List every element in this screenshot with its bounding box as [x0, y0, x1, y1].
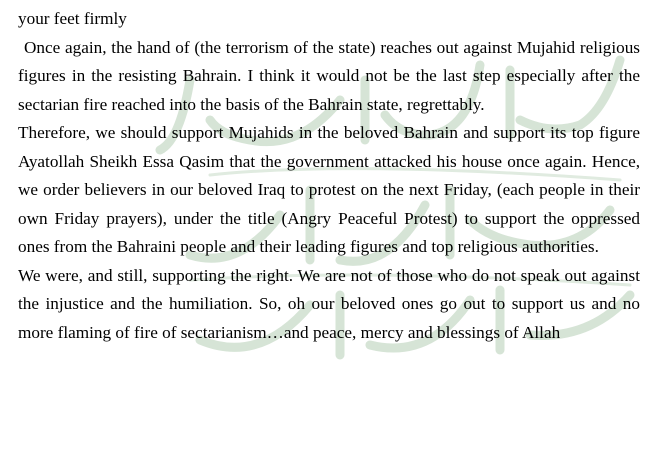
paragraph-3: Therefore, we should support Mujahids in the beloved Bahrain and support its top figure Ayatollah Sheikh Essa Qasim that the government attacked his house once again. Hence, we order believers in our beloved Iraq to protest on the next Friday, (each people in their own Friday prayers), under the title (Angry Peaceful Protest) to support the oppressed ones from the Bahraini people and their leading figures and top religious authorities. — [18, 123, 640, 256]
paragraph-2: Once again, the hand of (the terrorism of the state) reaches out against Mujahid religious figures in the resisting Bahrain. I think it would not be the last step especially after the sectarian fire reached into the basis of the Bahrain state, regrettably. — [18, 37, 640, 114]
paragraph-4: We were, and still, supporting the right. We are not of those who do not speak out against the injustice and the humiliation. So, oh our beloved ones go out to support us and no more flaming of fire of sectarianism…and peace, mercy and blessings of Allah — [18, 265, 640, 342]
document-body — [18, 5, 640, 347]
paragraph-1: your feet firmly — [18, 9, 127, 28]
